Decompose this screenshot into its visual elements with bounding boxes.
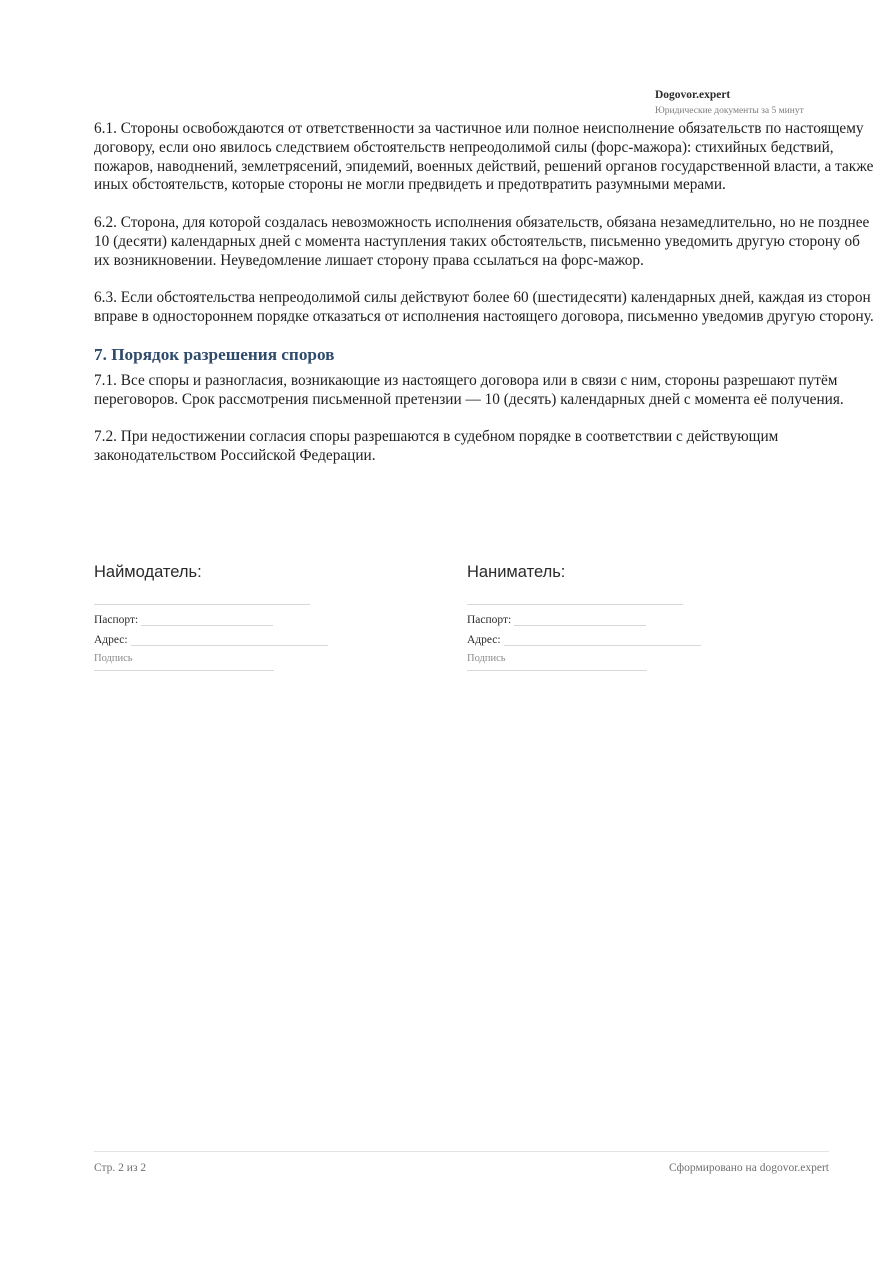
landlord-address-line[interactable]	[131, 645, 328, 646]
tenant-address-line[interactable]	[504, 645, 701, 646]
clause-6-1: 6.1. Стороны освобождаются от ответственности за частичное или полное неисполнение обязательств по настоящему договору, если оно явилось следствием обстоятельств непреодолимой силы (форс-мажора): стихийных бедствий, пожаров, наводнений, землетрясений, эпидемий, военных действий, решений органов государственной власти, а также иных обстоятельств, которые стороны не могли предвидеть и предотвратить разумными мерами.	[94, 120, 874, 194]
landlord-title: Наймодатель:	[94, 563, 202, 581]
brand-subtitle: Юридические документы за 5 минут	[655, 106, 804, 116]
landlord-sign-line[interactable]	[94, 670, 274, 671]
section-7-heading: 7. Порядок разрешения споров	[94, 344, 335, 364]
landlord-signature-block	[94, 561, 394, 671]
document-body	[94, 120, 879, 466]
landlord-passport-line[interactable]	[141, 625, 273, 626]
tenant-passport-label: Паспорт:	[467, 614, 512, 626]
tenant-sign-line[interactable]	[467, 670, 647, 671]
landlord-address-field	[94, 627, 394, 647]
tenant-address-label: Адрес:	[467, 634, 501, 646]
tenant-passport-field	[467, 607, 767, 627]
tenant-address-field	[467, 627, 767, 647]
tenant-name-line[interactable]	[467, 604, 683, 605]
brand-block	[655, 88, 855, 118]
landlord-name-line[interactable]	[94, 604, 310, 605]
brand-title: Dogovor.expert	[655, 89, 731, 101]
page-number: Стр. 2 из 2	[94, 1162, 147, 1174]
landlord-passport-field	[94, 607, 394, 627]
landlord-passport-label: Паспорт:	[94, 614, 139, 626]
generated-by-text: Сформировано на dogovor.expert	[669, 1162, 829, 1174]
clause-6-3: 6.3. Если обстоятельства непреодолимой силы действуют более 60 (шестидесяти) календарных дней, каждая из сторон вправе в одностороннем порядке отказаться от исполнения настоящего договора, письменно уведомив другую сторону.	[94, 289, 874, 325]
tenant-signature-block	[467, 561, 767, 671]
landlord-sign-label: Подпись	[94, 653, 133, 664]
tenant-title: Наниматель:	[467, 563, 566, 581]
tenant-sign-label: Подпись	[467, 653, 506, 664]
footer-divider	[94, 1151, 829, 1152]
clause-7-1: 7.1. Все споры и разногласия, возникающие из настоящего договора или в связи с ним, стороны разрешают путём переговоров. Срок рассмотрения письменной претензии — 10 (десять) календарных дней с момента её получения.	[94, 371, 844, 408]
tenant-passport-line[interactable]	[514, 625, 646, 626]
clause-7-2: 7.2. При недостижении согласия споры разрешаются в судебном порядке в соответствии с действующим законодательством Российской Федерации.	[94, 428, 779, 464]
landlord-address-label: Адрес:	[94, 634, 128, 646]
clause-6-2: 6.2. Сторона, для которой создалась невозможность исполнения обязательств, обязана незамедлительно, но не позднее 10 (десяти) календарных дней с момента наступления таких обстоятельств, письменно уведомить другую сторону об их возникновении. Неуведомление лишает сторону права ссылаться на форс-мажор.	[94, 213, 870, 269]
